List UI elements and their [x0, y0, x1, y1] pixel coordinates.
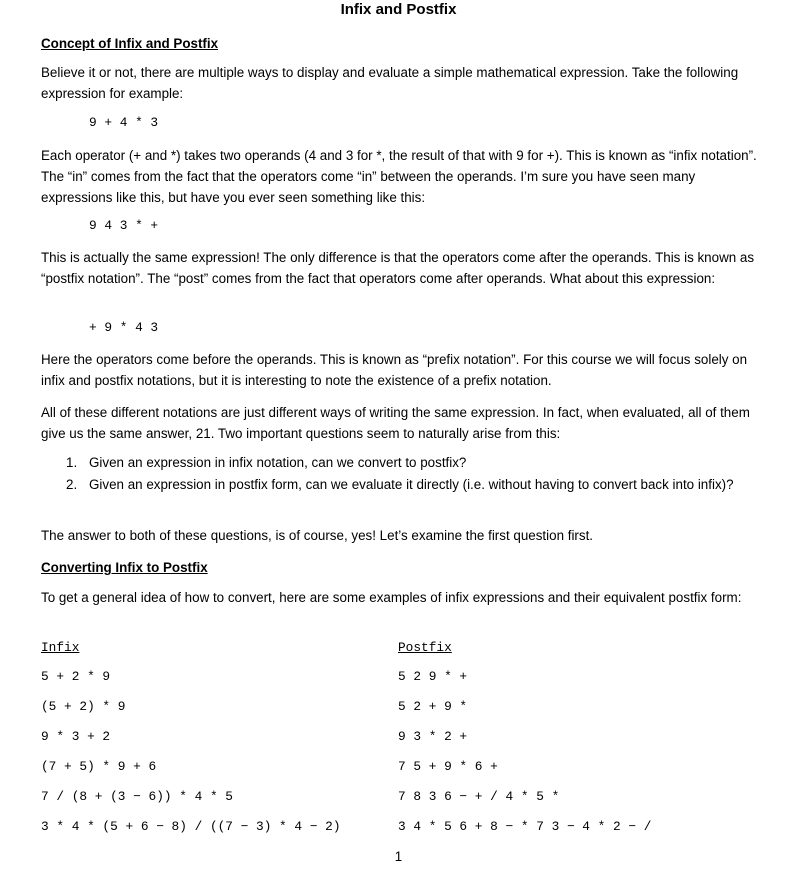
expression-prefix-example: + 9 * 4 3 — [89, 320, 159, 335]
infix-expression: 7 / (8 + (3 − 6)) * 4 * 5 — [41, 789, 233, 804]
infix-expression: (7 + 5) * 9 + 6 — [41, 759, 157, 774]
postfix-expression: 7 8 3 6 − + / 4 * 5 * — [398, 789, 560, 804]
column-header-postfix: Postfix — [398, 640, 452, 655]
list-item-number: 1. — [66, 455, 78, 470]
column-header-infix: Infix — [41, 640, 80, 655]
postfix-expression: 5 2 9 * + — [398, 669, 468, 684]
questions-list — [0, 452, 797, 517]
section-heading-concept: Concept of Infix and Postfix — [41, 36, 219, 51]
list-item-text: Given an expression in postfix form, can we evaluate it directly (i.e. without having to convert back into infix)? — [89, 477, 734, 492]
infix-expression: 9 * 3 + 2 — [41, 729, 111, 744]
list-item-text: Given an expression in infix notation, can we convert to postfix? — [89, 455, 467, 470]
paragraph-postfix-notation: This is actually the same expression! The only difference is that the operators come after the operands. This is known as “postfix notation”. The “post” comes from the fact that operators come after operands. What about this expression: — [41, 250, 755, 286]
postfix-expression: 3 4 * 5 6 + 8 − * 7 3 − 4 * 2 − / — [398, 819, 652, 834]
list-item-number: 2. — [66, 477, 78, 492]
paragraph-examples-intro: To get a general idea of how to convert, here are some examples of infix expressions and their equivalent postfix form: — [41, 590, 742, 605]
page-number: 1 — [394, 849, 403, 864]
paragraph-prefix-notation: Here the operators come before the operands. This is known as “prefix notation”. For this course we will focus solely on infix and postfix notations, but it is interesting to note the existence of a prefix notation. — [41, 352, 748, 388]
expression-postfix-example: 9 4 3 * + — [89, 218, 159, 233]
infix-expression: 3 * 4 * (5 + 6 − 8) / ((7 − 3) * 4 − 2) — [41, 819, 341, 834]
paragraph-intro: Believe it or not, there are multiple ways to display and evaluate a simple mathematical expression. Take the following expression for example: — [41, 65, 739, 101]
section-heading-converting: Converting Infix to Postfix — [41, 560, 208, 575]
paragraph-infix-notation: Each operator (+ and *) takes two operands (4 and 3 for *, the result of that with 9 for +). This is known as “infix notation”. The “in” comes from the fact that the operators come “in” between the operands. I’m sure you have seen many expressions like this, but have you ever seen something like this: — [41, 148, 757, 205]
infix-expression: 5 + 2 * 9 — [41, 669, 111, 684]
postfix-expression: 5 2 + 9 * — [398, 699, 468, 714]
postfix-expression: 7 5 + 9 * 6 + — [398, 759, 498, 774]
infix-expression: (5 + 2) * 9 — [41, 699, 126, 714]
postfix-expression: 9 3 * 2 + — [398, 729, 468, 744]
paragraph-same-answer: All of these different notations are just different ways of writing the same expression. In fact, when evaluated, all of them give us the same answer, 21. Two important questions seem to naturally arise from this: — [41, 405, 750, 441]
page-title: Infix and Postfix — [340, 1, 457, 18]
expression-infix-example: 9 + 4 * 3 — [89, 115, 159, 130]
paragraph-answer: The answer to both of these questions, is of course, yes! Let’s examine the first question first. — [41, 528, 594, 543]
